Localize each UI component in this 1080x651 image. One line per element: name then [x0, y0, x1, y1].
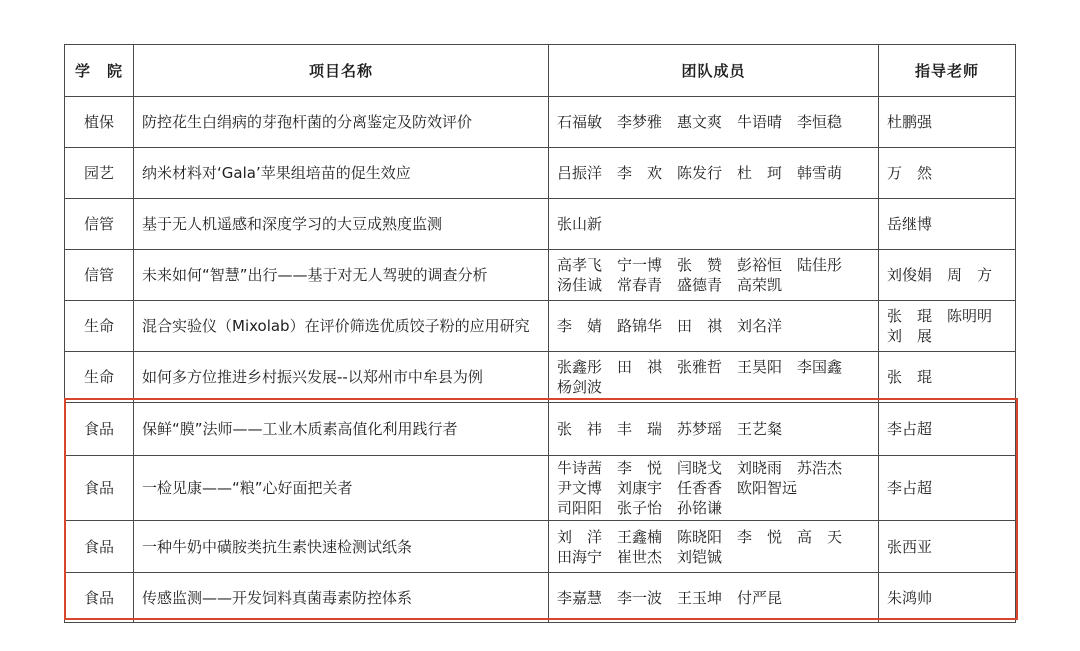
members-cell: 石福敏 李梦雅 惠文爽 牛语晴 李恒稳: [549, 97, 879, 148]
advisor-cell: 杜鹏强: [879, 97, 1016, 148]
header-advisor: 指导老师: [879, 45, 1016, 97]
table-row: [65, 352, 1016, 403]
table-row: [65, 250, 1016, 301]
project-cell: 混合实验仪（Mixolab）在评价筛选优质饺子粉的应用研究: [134, 301, 549, 352]
project-cell: 防控花生白绢病的芽孢杆菌的分离鉴定及防效评价: [134, 97, 549, 148]
table-row: [65, 456, 1016, 521]
project-table: [64, 44, 1016, 623]
table-row: [65, 521, 1016, 573]
members-cell: 张山新: [549, 199, 879, 250]
members-cell: 牛诗茜 李 悦 闫晓戈 刘晓雨 苏浩杰 尹文博 刘康宇 任香香 欧阳智远 司阳阳 张子怡 孙铭谦: [549, 456, 879, 521]
college-cell: 园艺: [65, 148, 134, 199]
project-cell: 未来如何“智慧”出行——基于对无人驾驶的调查分析: [134, 250, 549, 301]
project-cell: 一种牛奶中磺胺类抗生素快速检测试纸条: [134, 521, 549, 573]
project-cell: 保鲜“膜”法师——工业木质素高值化利用践行者: [134, 403, 549, 456]
members-cell: 刘 洋 王鑫楠 陈晓阳 李 悦 高 天 田海宁 崔世杰 刘铠铖: [549, 521, 879, 573]
header-college: 学 院: [65, 45, 134, 97]
college-cell: 食品: [65, 456, 134, 521]
project-cell: 如何多方位推进乡村振兴发展--以郑州市中牟县为例: [134, 352, 549, 403]
project-cell: 传感监测——开发饲料真菌毒素防控体系: [134, 573, 549, 623]
advisor-cell: 张 琨 陈明明 刘 展: [879, 301, 1016, 352]
project-cell: 纳米材料对‘Gala’苹果组培苗的促生效应: [134, 148, 549, 199]
college-cell: 信管: [65, 250, 134, 301]
advisor-cell: 李占超: [879, 456, 1016, 521]
header-project: 项目名称: [134, 45, 549, 97]
members-cell: 吕振洋 李 欢 陈发行 杜 珂 韩雪萌: [549, 148, 879, 199]
college-cell: 生命: [65, 301, 134, 352]
advisor-cell: 朱鸿帅: [879, 573, 1016, 623]
header-team: 团队成员: [549, 45, 879, 97]
college-cell: 食品: [65, 521, 134, 573]
members-cell: 李 婧 路锦华 田 祺 刘名洋: [549, 301, 879, 352]
table-row: [65, 148, 1016, 199]
college-cell: 食品: [65, 573, 134, 623]
advisor-cell: 张西亚: [879, 521, 1016, 573]
members-cell: 张鑫彤 田 祺 张雅哲 王昊阳 李国鑫 杨剑波: [549, 352, 879, 403]
table-row: [65, 403, 1016, 456]
advisor-cell: 万 然: [879, 148, 1016, 199]
advisor-cell: 张 琨: [879, 352, 1016, 403]
project-cell: 基于无人机遥感和深度学习的大豆成熟度监测: [134, 199, 549, 250]
advisor-cell: 刘俊娟 周 方: [879, 250, 1016, 301]
advisor-cell: 李占超: [879, 403, 1016, 456]
college-cell: 生命: [65, 352, 134, 403]
table-header-row: [65, 45, 1016, 97]
table-row: [65, 573, 1016, 623]
college-cell: 信管: [65, 199, 134, 250]
college-cell: 食品: [65, 403, 134, 456]
table-row: [65, 97, 1016, 148]
table-row: [65, 301, 1016, 352]
table-row: [65, 199, 1016, 250]
college-cell: 植保: [65, 97, 134, 148]
project-cell: 一检见康——“粮”心好面把关者: [134, 456, 549, 521]
advisor-cell: 岳继博: [879, 199, 1016, 250]
members-cell: 高孝飞 宁一博 张 赞 彭裕恒 陆佳彤 汤佳诚 常春青 盛德青 高荣凯: [549, 250, 879, 301]
members-cell: 张 祎 丰 瑞 苏梦瑶 王艺粲: [549, 403, 879, 456]
members-cell: 李嘉慧 李一波 王玉坤 付严昆: [549, 573, 879, 623]
